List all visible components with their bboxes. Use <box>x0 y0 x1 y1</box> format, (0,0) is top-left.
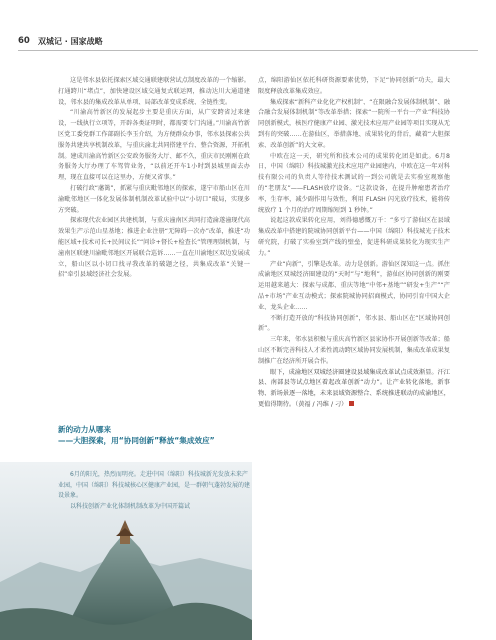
page-header <box>0 0 496 46</box>
left-paragraph-3: 打破行政“藩篱”，抓紧与重庆毗邻地区的探索，遂宁市船山区在川渝毗邻地区一体化发展体制机制改革试验中以“小切口”破局，实现多方突破。 <box>58 184 250 214</box>
right-paragraph-3: 中欧在这一天，研究所和技术公司的成果转化团是如此。6月8日，中国（绵阳）科技城激光技术应用产业园建内，中欧在这一年对科技有限公司的负责人等待技术测试的一到公司就是去实验室观察他的“老朋友”——FLASH放疗设备。“这款设备，在提升肿瘤患者治疗率，生存率，减少副作用与效性，利用 FLASH 闪光放疗技术，能将传统放疗 1 个月的治疗周期缩短到 1 秒钟。” <box>258 152 450 214</box>
right-paragraph-1: 点，绵阳游仙区依托科研资源要素优势，下足“协同创新”功夫，最大限度释放改革集成效应。 <box>258 77 450 95</box>
subheading-line-2: ——大胆探索，用“协同创新”释放“集成效应” <box>58 436 215 445</box>
closing-paragraph: 眼下，成渝地区双城经济圈建设县域集成改革试点成效渐显。汗江县、南部县等试点地区着起改革创新“动力”。让产业转化落地，新事物、新场景逐一落地，未来县域资源整合、系统推进联动的成渝地区，更值得期待。（黄福 / 冯维 / 刁） <box>258 368 450 408</box>
left-paragraph-2: “川渝高竹新区的发展起步主要是重庆方面，从广安跨省过来建设，一线执行立项等，开辟各类证明时，都需要专门沟通。”川渝高竹新区党工委党群工作部副长李玉介绍，为方便群众办事，邻水县探索公共服务共建共享机制改革，与重庆渝北共同搭建平台、整合资源，开拓机制。建成川渝高竹新区公安政务服务大厅、邮不久，重庆市民刚刚在政务服务大厅办理了车驾管业务，“以前还开车1小时到县城里面去办理，现在直接可以在这里办，方便又省事。” <box>58 109 250 182</box>
photo-caption-text <box>58 470 250 512</box>
right-paragraph-4: 说起这款成果转化应用，刘得德感慨万千：“多亏了游仙区在县域集成改革中搭建的院城协同创新平台——中国（绵阳）科技城光子技术研究院，打破了实验室到产线的壁垒，促进科研成果转化为现实生产力。” <box>258 217 450 257</box>
end-mark-icon <box>349 401 354 406</box>
section-title: 双城记 · 国家战略 <box>38 37 103 46</box>
right-paragraph-6: 不断打造开放的“科技协同创新”，邻水县、船山区在“区域协同创新”。 <box>258 314 450 333</box>
right-paragraph-7: 三年来，邻水县积极与重庆高竹新区县家协作开展创新等改革；船山区不断完善科技人才柔性流动跨区域协同发展机制，集成改革成果复制推广在经济所开展合作。 <box>258 336 450 365</box>
caption-paragraph-1: 6月的阳光，热烈而明亮。走进中国（绵阳）科技城新光发放未来产业园，中国（绵阳）科技城核心区健康产业园，是一群朝气蓬勃发展的建设景象。 <box>58 471 251 500</box>
subheading <box>58 424 250 446</box>
subheading-line-1: 新的动力从哪来 <box>58 425 112 434</box>
right-paragraph-2: 集成探索“新科产业化化产权机制”、“在限融合发展体制机制”、融合融合发展体制机制”等改革举措；探索“一院所一平台一产业”科技协同创新模式，核医疗健康产业园、激光技术应用产业园等项目实现从无到有的突破……在游仙区，举措落地、成果转化的背后，藏着“大胆探索、改革创新”的大文章。 <box>258 98 450 149</box>
page-number: 60 <box>18 36 30 46</box>
left-paragraph-1: 这是邻水县依托探索区域交通联建联营试点制度改革的一个缩影。打通跨川“堵点”，加快建设区域交通复式联运网，推动达川大通道建设，邻水县的集成改革从单项、局部改革变成系统、全链性变。 <box>58 77 250 106</box>
right-paragraph-5: 产业“向新”，引擎是改革。动力是创新。游仙区深知这一点。抓住成渝地区双城经济圈建设的“天时”与“地利”，游仙区协同创新的刚要运用越来越大：探索与成都、重庆等地“中邻+基地”“研发+生产”“产品+市场”产业互动模式；探索院城协同招商模式，协同引育中国大企业、龙头企业…… <box>258 260 450 311</box>
header-divider <box>18 50 478 51</box>
right-paragraph-8 <box>258 368 450 411</box>
right-column <box>258 76 450 411</box>
left-paragraph-4: 探索现代农业园区共建机制，与重庆潼南区共同打造渝遂潼现代高效果生产示范山星基地；推进企业注册“无障碍一次办”改革，推进“功能区域+技术司长+民间议长”“问诊+督长+检查长”管理理制机制，与潼南区联建川渝毗邻地区开展联合巡诉……一直在川渝地区双边发展成立，船山区以小切口找寻我改革的破题之径，共集成改革“关键一招”牵引县域经济社会发展。 <box>58 217 250 279</box>
caption-paragraph-2: 以科技创新产业化体制机制改革为中国开篇试 <box>70 502 191 510</box>
left-column <box>58 76 250 281</box>
